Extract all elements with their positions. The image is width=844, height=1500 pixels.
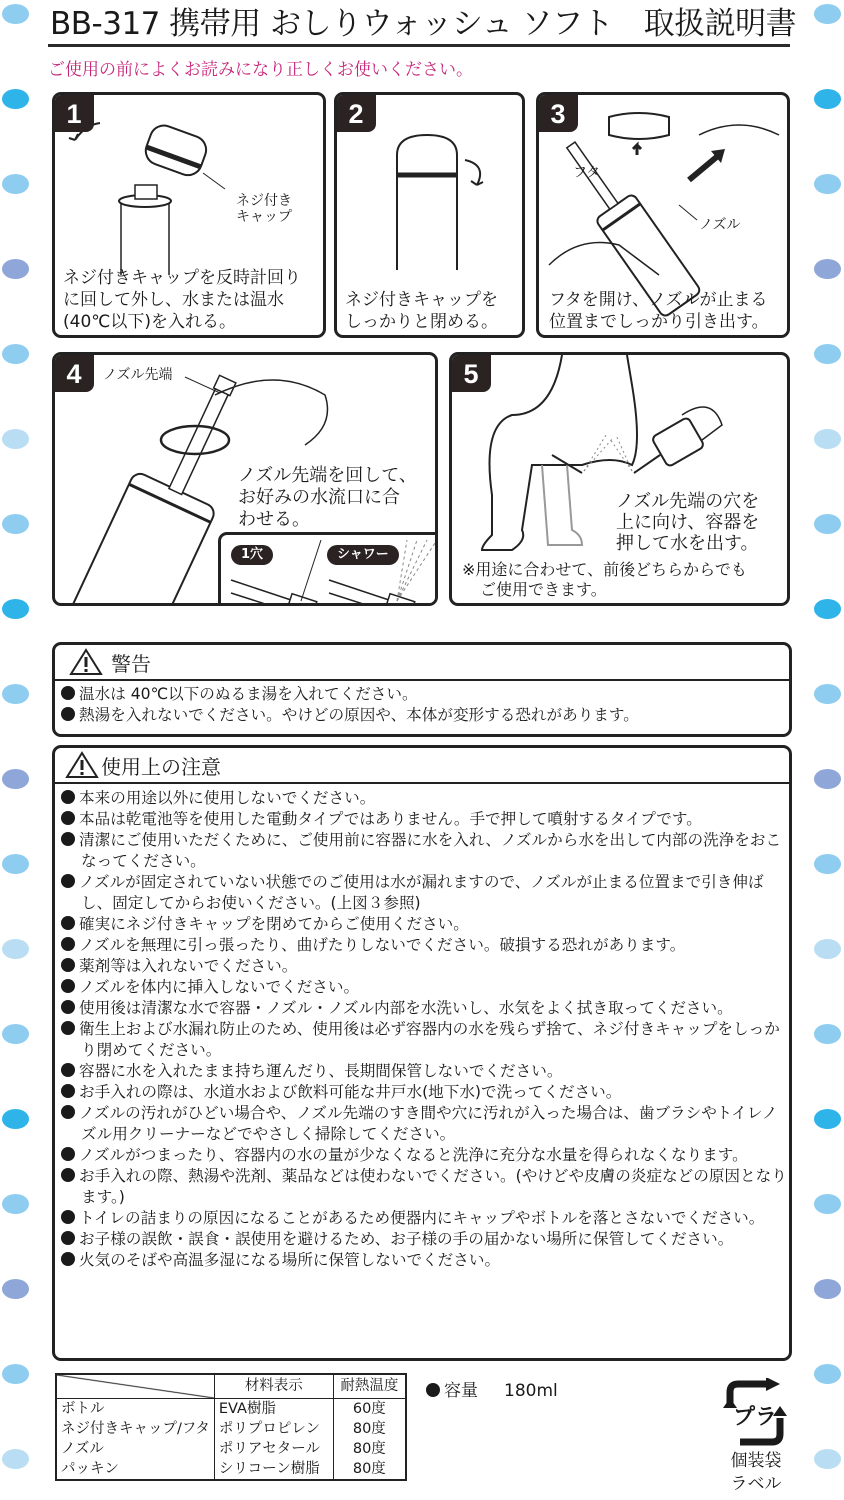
step-4-panel [52,352,438,606]
mode-single-hole-badge: 1穴 [231,545,273,565]
list-item [61,1019,789,1061]
caption-line: お好みの水流口に合 [238,487,400,508]
list-item-text: お子様の誤飲・誤食・誤使用を避けるため、お子様の手の届かない場所に保管してください。 [79,1230,734,1248]
list-item-text: 使用後は清潔な水で容器・ノズル・ノズル内部を水洗いし、水気をよく拭き取ってください。 [79,999,733,1017]
caption-line: 位置までしっかり引き出す。 [549,312,769,332]
caption-line: ネジ付きキャップを反時計回り [63,268,301,288]
step-2-panel [334,92,525,338]
decorative-dot [2,259,29,279]
warning-list [55,681,789,726]
screw-cap-label [229,193,299,225]
list-item-text: 火気のそばや高温多湿になる場所に保管しないでください。 [79,1251,501,1269]
step-number: 3 [538,94,578,132]
list-item [61,705,789,726]
list-item [61,809,789,830]
list-item-text: トイレの詰まりの原因になることがあるため便器内にキャップやボトルを落とさないでください。 [79,1209,765,1227]
decorative-dot [2,344,29,364]
bullet-icon [61,811,75,825]
step-1-panel [52,92,326,338]
table-cell: 60度 [333,1398,406,1419]
list-item [61,1082,789,1103]
label-line: キャップ [236,209,292,225]
table-cell: ネジ付きキャップ/フタ [61,1420,210,1437]
bullet-icon [61,707,75,721]
list-item-text: 清潔にご使用いただくために、ご使用前に容器に水を入れ、ノズルから水を出して内部の洗浄をおこなってください。 [79,831,782,870]
bullet-icon [61,874,75,888]
recycle-mark-text: プラ [732,1405,778,1430]
capacity-label: 容量 [444,1381,478,1401]
decorative-dot [814,939,841,959]
decorative-dot [814,769,841,789]
bullet-icon [61,916,75,930]
list-item-text: 薬剤等は入れないでください。 [79,957,298,975]
step-number: 4 [54,354,94,392]
bullet-icon [61,790,75,804]
bullet-icon [61,1168,75,1182]
decorative-dot [2,939,29,959]
bullet-icon [61,1210,75,1224]
decorative-dot [814,429,841,449]
list-item [61,1229,789,1250]
decorative-dot [814,684,841,704]
table-header-row [56,1374,406,1398]
warning-box [52,642,792,737]
step-5-panel [449,352,790,606]
table-cell: ボトル [61,1400,105,1417]
caption-line: しっかりと閉める。 [345,312,498,332]
decorative-dot [814,1109,841,1129]
table-cell: EVA樹脂 [214,1398,333,1419]
list-item-text: ノズルを無理に引っ張ったり、曲げたりしないでください。破損する恐れがあります。 [79,936,686,954]
list-item-text: ノズルの汚れがひどい場合や、ノズル先端のすき間や穴に汚れが入った場合は、歯ブラシやトイレノズル用クリーナーなどでやさしく掃除してください。 [79,1104,778,1143]
capacity-spec [426,1376,558,1401]
decorative-dot [2,174,29,194]
list-item [61,1061,789,1082]
step-3-panel [536,92,790,338]
caption-line: (40℃以下)を入れる。 [63,312,236,332]
decorative-dot [814,89,841,109]
decorative-dot [2,1194,29,1214]
step-1-caption [63,267,301,333]
list-item-text: 本品は乾電池等を使用した電動タイプではありません。手で押して噴射するタイプです。 [79,810,702,828]
caption-line: ノズル先端を回して、 [238,465,417,486]
note-line: ご使用できます。 [480,580,607,599]
list-item-text: 温水は 40℃以下のぬるま湯を入れてください。 [79,685,418,703]
warning-triangle-icon [69,648,103,676]
table-row [56,1419,406,1439]
caption-line: に回して外し、水または温水 [63,290,284,310]
nozzle-label: ノズル [699,217,741,233]
note-line: ※用途に合わせて、前後どちらからでも [462,560,747,579]
list-item [61,684,789,705]
caption-line: フタを開け、ノズルが止まる [549,290,768,310]
decorative-dot [2,89,29,109]
decorative-dot [814,1279,841,1299]
table-cell: 80度 [333,1419,406,1439]
bullet-icon [61,1000,75,1014]
decorative-dot [2,599,29,619]
list-item-text: 確実にネジ付きキャップを閉めてからご使用ください。 [79,915,469,933]
table-cell: パッキン [61,1460,119,1477]
caption-line: わせる。 [238,509,310,530]
caution-box [52,745,792,1361]
list-item-text: ノズルを体内に挿入しないでください。 [79,978,360,996]
nozzle-tip-label: ノズル先端 [103,367,173,383]
step-number: 1 [54,94,94,132]
plastic-recycle-icon [720,1378,790,1448]
decorative-dot [2,429,29,449]
decorative-dot [814,854,841,874]
step-number: 2 [336,94,376,132]
recycle-label-line: 個装袋 [730,1451,782,1471]
table-cell: 材料表示 [214,1374,333,1398]
decorative-dot [814,1194,841,1214]
decorative-dot [2,4,29,24]
list-item [61,1103,789,1145]
decorative-dot [814,174,841,194]
table-cell: ポリアセタール [214,1439,333,1459]
list-item-text: 衛生上および水漏れ防止のため、使用後は必ず容器内の水を残らず捨て、ネジ付きキャップをしっかり閉めてください。 [79,1020,780,1059]
bullet-icon [426,1383,440,1397]
list-item-text: お手入れの際、熱湯や洗剤、薬品などは使わないでください。(やけどや皮膚の炎症などの原因となります。) [79,1167,787,1206]
list-item [61,872,789,914]
decorative-dot [2,514,29,534]
caution-title: 使用上の注意 [101,754,221,779]
list-item-text: 熱湯を入れないでください。やけどの原因や、本体が変形する恐れがあります。 [79,706,639,724]
bullet-icon [61,832,75,846]
bullet-icon [61,958,75,972]
warning-title: 警告 [111,651,151,676]
bullet-icon [61,1021,75,1035]
spray-mode-illustration [221,535,438,606]
caution-list [55,784,789,1271]
table-cell: 80度 [333,1439,406,1459]
table-cell: ノズル [61,1440,104,1457]
subtitle-notice: ご使用の前によくお読みになり正しくお使いください。 [48,60,473,80]
materials-table [55,1373,407,1481]
caption-line: 上に向け、容器を [616,512,760,533]
mode-shower-badge: シャワー [327,545,399,565]
recycle-label-line: ラベル [730,1474,782,1494]
bullet-icon [61,1063,75,1077]
table-cell: ポリプロピレン [214,1419,333,1439]
list-item [61,830,789,872]
decorative-dot [814,344,841,364]
label-line: ネジ付き [236,193,292,209]
recycle-label [718,1450,794,1496]
bullet-icon [61,686,75,700]
list-item-text: ノズルが固定されていない状態でのご使用は水が漏れますので、ノズルが止まる位置まで引き伸ばし、固定してからお使いください。(上図３参照) [79,873,764,912]
decorative-dot [2,1109,29,1129]
list-item [61,935,789,956]
caption-line: ノズル先端の穴を [616,491,760,512]
step-5-note [462,560,747,600]
decorative-dot [814,1024,841,1044]
lid-label: フタ [573,165,601,181]
list-item [61,788,789,809]
decorative-dot [2,1364,29,1384]
warning-triangle-icon [65,751,99,779]
decorative-dot [814,1449,841,1469]
decorative-dot [814,1364,841,1384]
list-item-text: ノズルがつまったり、容器内の水の量が少なくなると洗浄に充分な水量を得られなくなります。 [79,1146,748,1164]
bullet-icon [61,1147,75,1161]
decorative-dot [2,769,29,789]
warning-header [55,645,789,681]
table-cell [56,1374,214,1398]
spray-mode-inset [218,532,438,606]
list-item-text: お手入れの際は、水道水および飲料可能な井戸水(地下水)で洗ってください。 [79,1083,622,1101]
decorative-dot [814,599,841,619]
decorative-dot [2,1449,29,1469]
list-item [61,1250,789,1271]
decorative-dot [814,514,841,534]
decorative-dot [2,1279,29,1299]
bullet-icon [61,937,75,951]
caution-header [55,748,789,784]
list-item [61,1145,789,1166]
capacity-value: 180ml [504,1381,558,1401]
list-item [61,998,789,1019]
decorative-dot [2,684,29,704]
step-5-caption [616,491,759,554]
caption-line: 押して水を出す。 [616,533,759,554]
table-cell: シリコーン樹脂 [214,1459,333,1480]
list-item [61,956,789,977]
list-item [61,914,789,935]
step-number: 5 [451,354,491,392]
table-row [56,1398,406,1419]
decorative-dot [2,1024,29,1044]
caption-line: ネジ付きキャップを [345,290,498,310]
bullet-icon [61,979,75,993]
list-item [61,1166,789,1208]
step-3-caption [549,289,769,333]
decorative-dot [2,854,29,874]
table-cell: 耐熱温度 [333,1374,406,1398]
bullet-icon [61,1252,75,1266]
table-row [56,1459,406,1480]
table-row [56,1439,406,1459]
list-item-text: 容器に水を入れたまま持ち運んだり、長期間保管しないでください。 [79,1062,563,1080]
table-cell: 80度 [333,1459,406,1480]
list-item-text: 本来の用途以外に使用しないでください。 [79,789,376,807]
list-item [61,1208,789,1229]
page-title: BB-317 携帯用 おしりウォッシュ ソフト 取扱説明書 [50,6,797,42]
decorative-dot [814,259,841,279]
step-2-caption [345,289,498,333]
bullet-icon [61,1105,75,1119]
step-4-caption [238,465,417,531]
title-divider [48,44,790,47]
list-item [61,977,789,998]
bullet-icon [61,1084,75,1098]
decorative-dot [814,4,841,24]
bullet-icon [61,1231,75,1245]
